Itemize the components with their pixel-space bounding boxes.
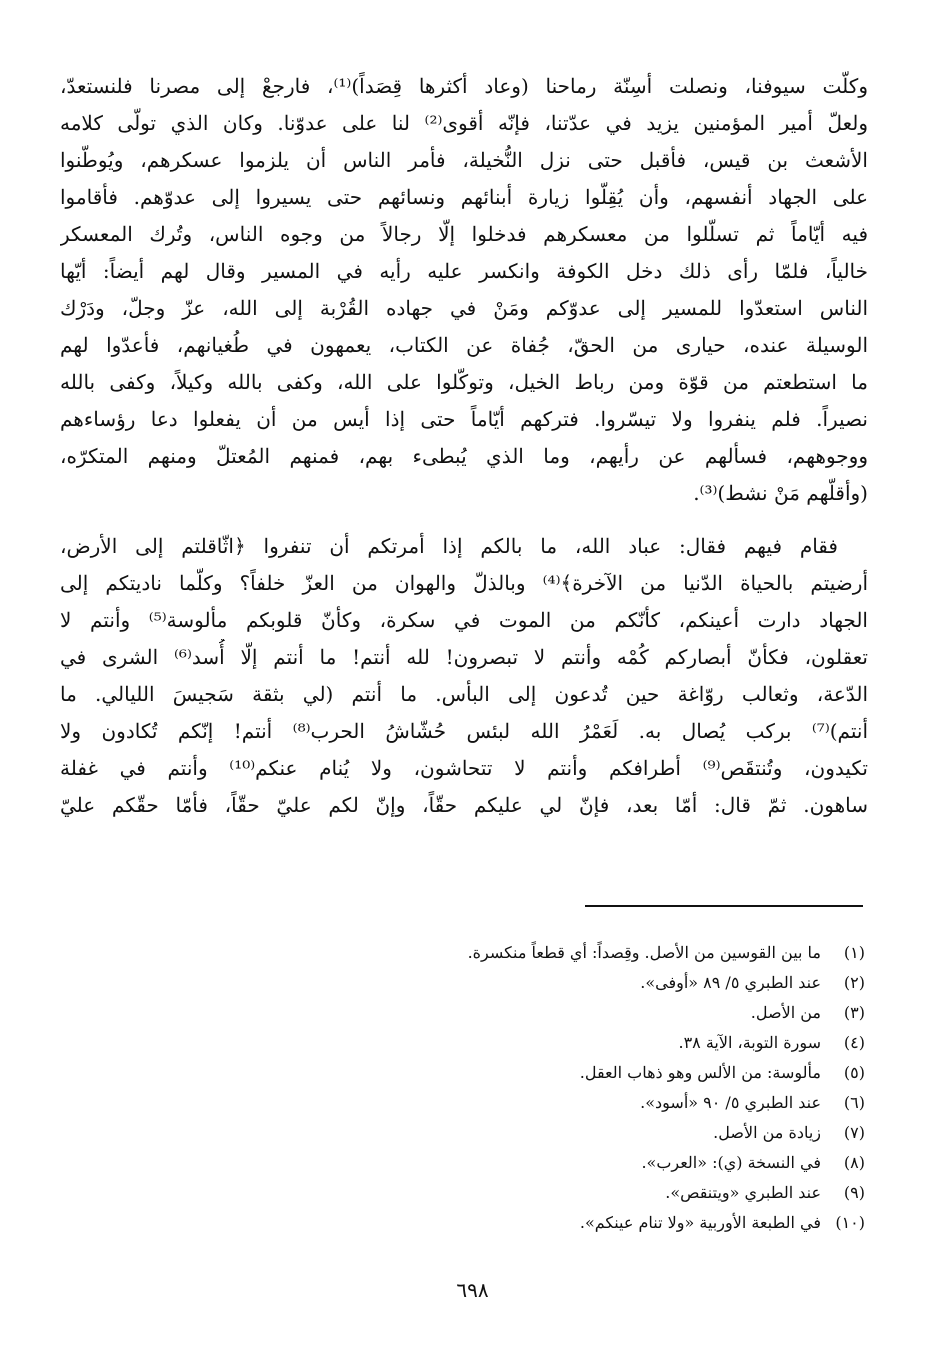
text-line: الأشعث بن قيس، فأقبل حتى نزل النُّخيلة، فأمر الناس أن يلزموا عسكرهم، ويُوطّنوا xyxy=(60,148,868,172)
footnote-text: عند الطبري ٥/ ٩٠ «أسود». xyxy=(640,1093,821,1112)
footnote-number: (١) xyxy=(843,943,865,962)
footnote-number: (٢) xyxy=(843,973,865,992)
footnote-item xyxy=(305,1058,865,1088)
footnote-text: ما بين القوسين من الأصل. وقِصداً: أي قطعاً منكسرة. xyxy=(467,943,821,962)
footnote-item xyxy=(305,968,865,998)
footnote-text: في النسخة (ي): «العرب». xyxy=(641,1153,821,1172)
text-line: أرضيتم بالحياة الدّنيا من الآخرة﴾⁽⁴⁾ وبالذلّ والهوان من العزّ خلفاً؟ وكلّما ناديتكم إلى xyxy=(60,571,868,595)
footnote-item xyxy=(305,998,865,1028)
text-line: تكيدون، وتُنتقَص⁽⁹⁾ أطرافكم وأنتم لا تتحاشون، ولا يُنام عنكم⁽¹⁰⁾ وأنتم في غفلة xyxy=(60,756,868,780)
text-line: الجهاد دارت أعينكم، كأنّكم من الموت في سكرة، وكأنّ قلوبكم مألوسة⁽⁵⁾ وأنتم لا xyxy=(60,608,868,632)
text-line: فقام فيهم فقال: عباد الله، ما بالكم إذا أمرتكم أن تنفروا ﴿اثّاقلتم إلى الأرض، xyxy=(60,534,838,558)
paragraph-gap xyxy=(60,512,868,528)
footnote-number: (٦) xyxy=(843,1093,865,1112)
footnote-number: (٧) xyxy=(843,1123,865,1142)
footnote-number: (٨) xyxy=(843,1153,865,1172)
text-line: على الجهاد أنفسهم، وأن يُقِلّوا زيارة أبنائهم ونسائهم حتى يسيروا إلى عدوّهم. فأقاموا xyxy=(60,185,868,209)
footnote-number: (٣) xyxy=(843,1003,865,1022)
footnote-item xyxy=(305,1178,865,1208)
page-number: ٦٩٨ xyxy=(456,1278,489,1302)
footnote-item xyxy=(305,1118,865,1148)
text-line: تعقلون، فكأنّ أبصاركم كُمْه وأنتم لا تبصرون! لله أنتم! ما أنتم إلّا أُسد⁽⁶⁾ الشرى في xyxy=(60,645,868,669)
footnote-text: مألوسة: من الألس وهو ذهاب العقل. xyxy=(579,1063,821,1082)
footnote-text: عند الطبري «ويتنقص». xyxy=(665,1183,821,1202)
text-line: أنتم)⁽⁷⁾ بركب يُصال به. لَعَمْرُ الله لبئس حُشّاشُ الحرب⁽⁸⁾ أنتم! إنّكم تُكادون ولا xyxy=(60,719,868,743)
footnote-number: (٤) xyxy=(843,1033,865,1052)
footnote-text: سورة التوبة، الآية ٣٨. xyxy=(678,1033,821,1052)
text-line: الوسيلة عنده، حيارى من الحقّ، جُفاة عن الكتاب، يعمهون في طُغيانهم، فأعدّوا لهم xyxy=(60,333,868,357)
text-line: وكلّت سيوفنا، ونصلت أسِنّة رماحنا (وعاد أكثرها قِصَداً)⁽¹⁾، فارجعْ إلى مصرنا فلنستعدّ، xyxy=(60,74,868,98)
text-line: ووجوههم، فسألهم عن رأيهم، وما الذي يُبطىء بهم، فمنهم المُعتلّ ومنهم المتكرّه، xyxy=(60,444,868,468)
footnote-text: في الطبعة الأوربية «ولا تنام عينكم». xyxy=(579,1213,821,1232)
text-line: ما استطعتم من قوّة ومن رباط الخيل، وتوكّلوا على الله، وكفى بالله وكيلاً، وكفى بالله xyxy=(60,370,868,394)
text-line: نصيراً. فلم ينفروا ولا تيسّروا. فتركهم أيّاماً حتى إذا أيس من أن يفعلوا دعا رؤساءهم xyxy=(60,407,868,431)
footnote-item xyxy=(305,1028,865,1058)
footnote-text: من الأصل. xyxy=(750,1003,821,1022)
footnote-text: زيادة من الأصل. xyxy=(713,1123,821,1142)
footnote-separator xyxy=(585,905,863,907)
text-line: ساهون. ثمّ قال: أمّا بعد، فإنّ لي عليكم حقّاً، وإنّ لكم عليّ حقّاً، فأمّا حقّكم عليّ xyxy=(60,793,868,817)
text-line: فيه أيّاماً ثم تسلّلوا من معسكرهم فدخلوا إلّا رجالاً من وجوه الناس، وتُرك المعسكر xyxy=(60,222,868,246)
footnote-item xyxy=(305,938,865,968)
footnote-text: عند الطبري ٥/ ٨٩ «أوفى». xyxy=(640,973,821,992)
main-text xyxy=(60,68,868,824)
footnote-number: (٩) xyxy=(843,1183,865,1202)
footnote-item xyxy=(305,1148,865,1178)
text-line: ولعلّ أمير المؤمنين يزيد في عدّتنا، فإنّه أقوى⁽²⁾ لنا على عدوّنا. وكان الذي تولّى كلامه xyxy=(60,111,868,135)
text-line: الناس استعدّوا للمسير إلى عدوّكم ومَنْ في جهاده القُرْبة إلى الله، عزّ وجلّ، ودَرْك xyxy=(60,296,868,320)
text-line: خالياً، فلمّا رأى ذلك دخل الكوفة وانكسر عليه رأيه في المسير وقال لهم أيضاً: أيّها xyxy=(60,259,868,283)
text-line: الدّعة، وثعالب روّاغة حين تُدعون إلى البأس. ما أنتم (لي بثقة سَجيسَ الليالي. ما xyxy=(60,682,868,706)
text-line: (وأقلّهم مَنْ نشط)⁽³⁾. xyxy=(693,481,868,505)
footnote-number: (٥) xyxy=(843,1063,865,1082)
footnotes xyxy=(305,938,865,1238)
footnote-item xyxy=(305,1088,865,1118)
footnote-item xyxy=(305,1208,865,1238)
footnote-number: (١٠) xyxy=(835,1213,865,1232)
